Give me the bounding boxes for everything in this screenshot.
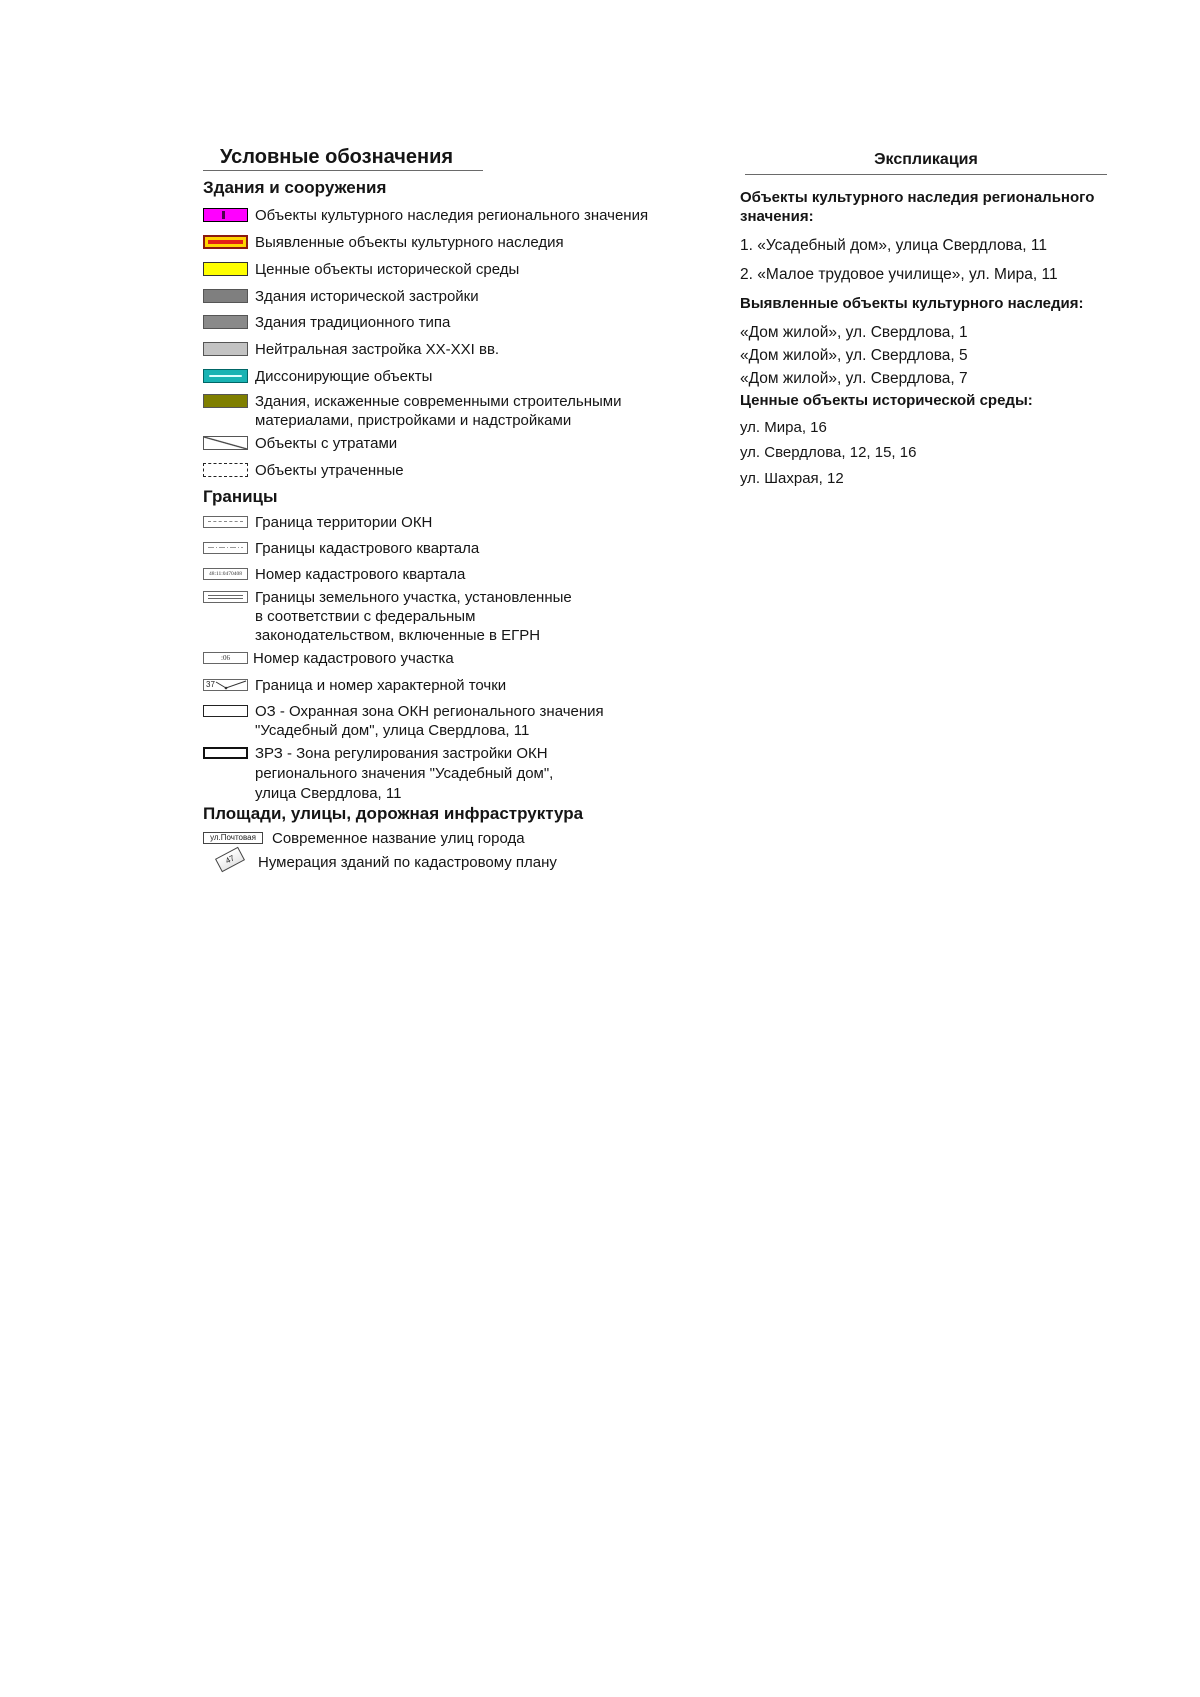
legend-item-label-line: Современное название улиц города [272, 830, 525, 847]
legend-item-label [255, 313, 450, 332]
legend-item-label [255, 588, 572, 645]
legend-item-label [255, 206, 648, 225]
legend-item-label-line: Здания исторической застройки [255, 288, 479, 305]
street-name-sample: ул.Почтовая [210, 833, 256, 842]
explication-item: ул. Шахрая, 12 [740, 470, 844, 487]
dark-gray-swatch-icon [203, 289, 248, 303]
parcel-number-sample: :06 [221, 654, 230, 662]
explication-group-heading: Ценные объекты исторической среды: [740, 392, 1033, 409]
light-gray-swatch-icon [203, 342, 248, 356]
section-heading-streets: Площади, улицы, дорожная инфраструктура [203, 804, 584, 823]
legend-item-label-line: Здания, искаженные современными строительными [255, 393, 622, 410]
legend-item-label-line: Диссонирующие объекты [255, 368, 433, 385]
legend-item-label-line: Нейтральная застройка XX-XXI вв. [255, 341, 500, 358]
legend-item-label-line: "Усадебный дом", улица Свердлова, 11 [255, 722, 530, 739]
legend-item-label [255, 539, 479, 558]
section-heading-buildings: Здания и сооружения [203, 178, 387, 197]
boundary-point-icon [203, 679, 248, 691]
yellow-swatch-icon [203, 262, 248, 276]
dash-dot-line-icon [203, 542, 248, 554]
street-name-label-icon [203, 832, 263, 844]
dashed-box-icon [203, 463, 248, 477]
legend-item-label-line: Объекты культурного наследия регионального значения [255, 207, 649, 224]
legend-item-label [255, 676, 506, 695]
explication-item: «Дом жилой», ул. Свердлова, 5 [740, 347, 968, 364]
legend-item-label [255, 233, 564, 252]
legend-item-label-line: законодательством, включенные в ЕГРН [255, 627, 541, 644]
dashed-line-icon [203, 516, 248, 528]
legend-item-label [255, 702, 604, 740]
legend-item-label [255, 392, 621, 430]
legend-item-label-line: Здания традиционного типа [255, 314, 451, 331]
legend-item-label-line: Номер кадастрового квартала [255, 566, 466, 583]
explication-item: «Дом жилой», ул. Свердлова, 7 [740, 370, 968, 387]
legend-item-label-line: Ценные объекты исторической среды [255, 261, 520, 278]
legend-item-label-line: Номер кадастрового участка [253, 650, 454, 667]
legend-item-label-line: ЗРЗ - Зона регулирования застройки ОКН [255, 745, 548, 762]
building-number-label-icon [215, 847, 245, 872]
double-line-icon [203, 591, 248, 603]
explication-group-heading: значения: [740, 208, 814, 225]
teal-swatch-icon [203, 369, 248, 383]
explication-item: ул. Свердлова, 12, 15, 16 [740, 444, 917, 461]
legend-item-label-line: улица Свердлова, 11 [255, 785, 402, 802]
legend-item-label-line: Объекты утраченные [255, 462, 404, 479]
legend-item-label-line: Граница территории ОКН [255, 514, 433, 531]
legend-item-label-line: материалами, пристройками и надстройками [255, 412, 572, 429]
red-stripe [208, 240, 243, 244]
legend-item-label-line: Границы земельного участка, установленные [255, 589, 572, 606]
legend-item-label [255, 565, 465, 584]
explication-title-underline [745, 174, 1107, 175]
legend-item-label [258, 853, 557, 872]
legend-item-label-line: Объекты с утратами [255, 435, 398, 452]
boundary-line-icon [204, 680, 247, 690]
legend-title: Условные обозначения [220, 146, 454, 168]
legend-item-label [255, 744, 553, 804]
building-number-sample: 47 [223, 853, 237, 866]
legend-item-label-line: регионального значения "Усадебный дом", [255, 765, 554, 782]
quarter-number-sample: 48:11:0470408 [208, 571, 243, 577]
magenta-swatch-icon [203, 208, 248, 222]
explication-group-heading: Выявленные объекты культурного наследия: [740, 295, 1084, 312]
legend-item-label-line: в соответствии с федеральным [255, 608, 476, 625]
legend-item-label-line: Нумерация зданий по кадастровому плану [258, 854, 557, 871]
quarter-number-icon [203, 568, 248, 580]
red-yellow-swatch-icon [203, 235, 248, 249]
legend-item-label-line: ОЗ - Охранная зона ОКН регионального значения [255, 703, 604, 720]
gray-swatch-icon [203, 315, 248, 329]
explication-item: 1. «Усадебный дом», улица Свердлова, 11 [740, 237, 1047, 254]
olive-swatch-icon [203, 394, 248, 408]
legend-item-label [272, 829, 525, 848]
diagonal-line-box-icon [203, 436, 248, 450]
parcel-number-icon [203, 652, 248, 664]
section-heading-boundaries: Границы [203, 487, 278, 506]
explication-group-heading: Объекты культурного наследия регионального [740, 189, 1095, 206]
legend-item-label [255, 260, 519, 279]
legend-item-label [255, 513, 432, 532]
legend-item-label [255, 461, 404, 480]
legend-item-label-line: Выявленные объекты культурного наследия [255, 234, 564, 251]
explication-item: ул. Мира, 16 [740, 419, 827, 436]
legend-item-label-line: Границы кадастрового квартала [255, 540, 480, 557]
legend-item-label [255, 340, 499, 359]
legend-item-label-line: Граница и номер характерной точки [255, 677, 507, 694]
explication-item: 2. «Малое трудовое училище», ул. Мира, 11 [740, 266, 1058, 283]
explication-item: «Дом жилой», ул. Свердлова, 1 [740, 324, 968, 341]
explication-title: Экспликация [874, 151, 978, 168]
thin-outline-box-icon [203, 705, 248, 717]
thick-outline-box-icon [203, 747, 248, 759]
legend-item-label [253, 649, 454, 668]
point-number-sample: 37 [206, 680, 215, 689]
legend-title-underline [203, 170, 483, 171]
legend-item-label [255, 287, 479, 306]
legend-item-label [255, 367, 432, 386]
legend-item-label [255, 434, 397, 453]
